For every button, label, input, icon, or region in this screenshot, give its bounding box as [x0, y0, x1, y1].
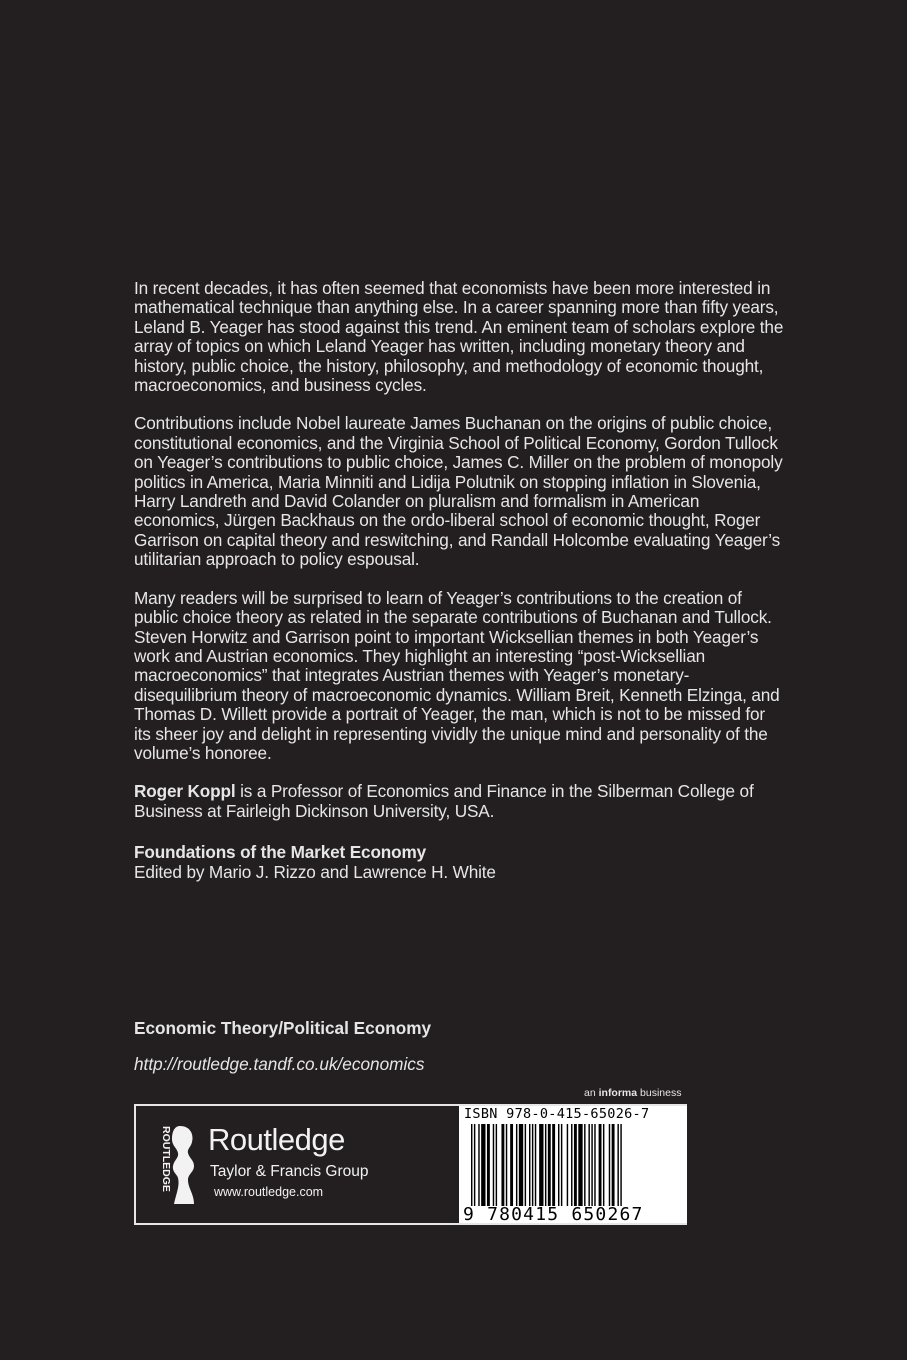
- barcode: [459, 1106, 687, 1223]
- barcode-bar: [532, 1124, 533, 1206]
- barcode-bar: [548, 1124, 551, 1206]
- barcode-bars-icon: [471, 1124, 681, 1206]
- barcode-bar: [584, 1124, 585, 1206]
- author-description: is a Professor of Economics and Finance in the Silberman College of Business at Fairleigh Dickinson University, USA.: [134, 781, 754, 821]
- barcode-bar: [561, 1124, 562, 1206]
- barcode-bar: [539, 1124, 543, 1206]
- barcode-bar: [603, 1124, 604, 1206]
- series-editors: Edited by Mario J. Rizzo and Lawrence H. White: [134, 861, 496, 882]
- barcode-bar: [501, 1124, 504, 1206]
- description-text: [134, 279, 784, 882]
- barcode-bar: [620, 1124, 621, 1206]
- barcode-bar: [471, 1124, 472, 1206]
- subject-category: Economic Theory/Political Economy: [134, 1018, 432, 1038]
- barcode-bar: [529, 1124, 530, 1206]
- barcode-bar: [516, 1124, 517, 1206]
- barcode-bar: [609, 1124, 610, 1206]
- informa-brand: informa: [598, 1087, 638, 1099]
- publisher-website: www.routledge.com: [214, 1185, 324, 1199]
- routledge-logo-icon: [150, 1120, 198, 1210]
- barcode-bar: [552, 1124, 555, 1206]
- paragraph-1: In recent decades, it has often seemed that economists have been more interested in mathematical technique than anything else. In a career spanning more than fifty years, Leland B. Yeager has stood against this trend. An eminent team of scholars explore the array of topics on which Leland Yeager has written, including monetary theory and history, public choice, the history, philosophy, and methodology of economic thought, macroeconomics, and business cycles.: [134, 278, 784, 396]
- publisher-name: Routledge: [208, 1122, 345, 1157]
- barcode-bar: [510, 1124, 513, 1206]
- series-title: Foundations of the Market Economy: [134, 842, 427, 863]
- series-info: [134, 843, 784, 882]
- barcode-bar: [558, 1124, 559, 1206]
- publisher-group: Taylor & Francis Group: [210, 1163, 369, 1180]
- barcode-bar: [496, 1124, 497, 1206]
- informa-tagline: an informa business: [584, 1087, 682, 1099]
- barcode-bar: [571, 1124, 572, 1206]
- barcode-bar: [481, 1124, 485, 1206]
- barcode-bar: [567, 1124, 568, 1206]
- barcode-bar: [588, 1124, 589, 1206]
- barcode-bar: [478, 1124, 479, 1206]
- barcode-bar: [493, 1124, 494, 1206]
- paragraph-3: Many readers will be surprised to learn of Yeager’s contributions to the creation of public choice theory as related in the separate contributions of Buchanan and Tullock. Steven Horwitz and Garrison point to important Wicksellian themes in both Yeager’s work and Austrian economics. They highlight an interesting “post-Wicksellian macroeconomics” that integrates Austrian themes with Yeager’s monetary-disequilibrium theory of macroeconomic dynamics. William Breit, Kenneth Elzinga, and Thomas D. Willett provide a portrait of Yeager, the man, which is not to be missed for its sheer joy and delight in representing vividly the unique mind and personality of the volume’s honoree.: [134, 587, 780, 763]
- barcode-bar: [525, 1124, 526, 1206]
- barcode-bar: [594, 1124, 595, 1206]
- barcode-bar: [487, 1124, 490, 1206]
- author-name: Roger Koppl: [134, 781, 236, 802]
- author-bio: [134, 782, 784, 821]
- publisher-url[interactable]: http://routledge.tandf.co.uk/economics: [134, 1054, 425, 1074]
- barcode-bar: [612, 1124, 615, 1206]
- isbn-text: ISBN 978-0-415-65026-7: [464, 1106, 650, 1122]
- barcode-bar: [535, 1124, 536, 1206]
- publisher-box: [134, 1104, 687, 1225]
- barcode-bar: [474, 1124, 475, 1206]
- barcode-bar: [578, 1124, 582, 1206]
- routledge-vertical-text: ROUTLEDGE: [160, 1126, 172, 1192]
- barcode-bar: [617, 1124, 618, 1206]
- barcode-bar: [574, 1124, 577, 1206]
- barcode-bar: [545, 1124, 546, 1206]
- barcode-bar: [506, 1124, 507, 1206]
- ean-digits: 9 780415 650267: [463, 1204, 644, 1225]
- paragraph-2: Contributions include Nobel laureate James Buchanan on the origins of public choice, constitutional economics, and the Virginia School of Political Economy, Gordon Tullock on Yeager’s contributions to public choice, James C. Miller on the problem of monopoly politics in America, Maria Minniti and Lidija Polutnik on stopping inflation in Slovenia, Harry Landreth and David Colander on pluralism and formalism in American economics, Jürgen Backhaus on the ordo-liberal school of economic thought, Roger Garrison on capital theory and reswitching, and Randall Holcombe evaluating Yeager’s utilitarian approach to policy espousal.: [134, 413, 783, 570]
- barcode-bar: [591, 1124, 592, 1206]
- barcode-bar: [519, 1124, 523, 1206]
- barcode-bar: [599, 1124, 602, 1206]
